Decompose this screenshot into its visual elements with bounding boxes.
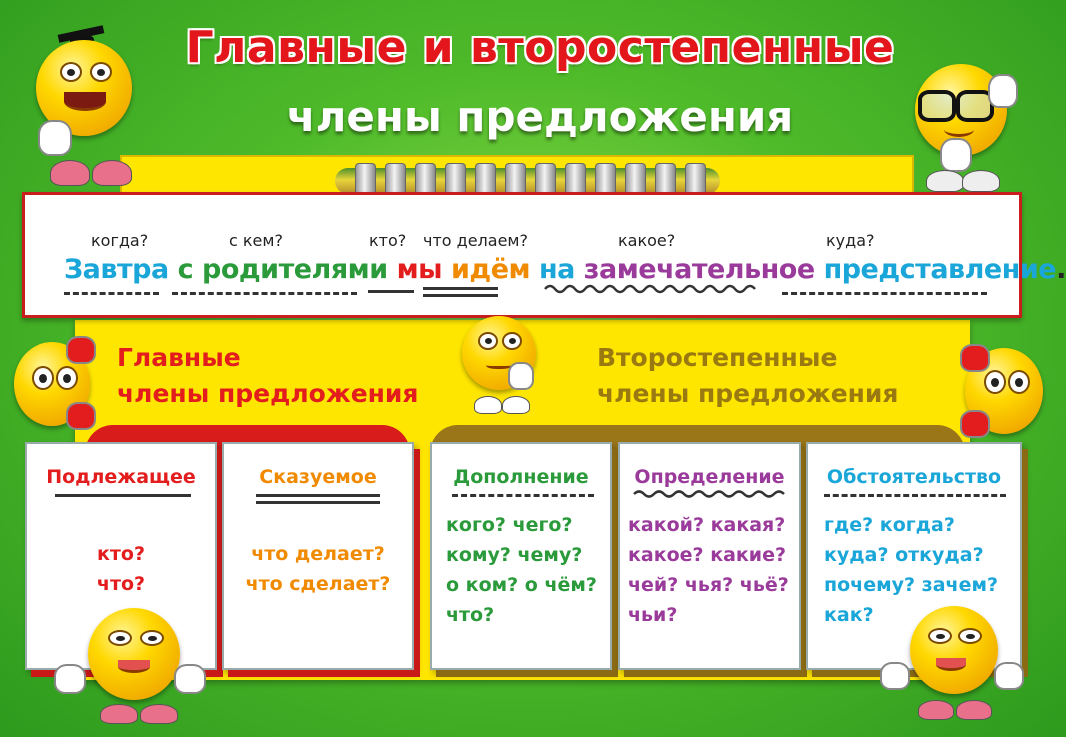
adverbial-underline	[782, 292, 987, 295]
sentence-word: идём	[450, 254, 531, 285]
card-questions: кого? чего? кому? чему? о ком? о чём? что?	[446, 514, 597, 626]
card-title: Сказуемое	[259, 466, 377, 488]
card-predicate	[222, 442, 414, 670]
secondary-members-title: Второстепенные члены предложения	[597, 343, 899, 408]
sentence-word: замечательное	[583, 254, 815, 285]
sentence-word: на	[539, 254, 575, 285]
attribute-wavy-underline	[545, 282, 760, 296]
main-members-title: Главные члены предложения	[117, 343, 419, 408]
sentence-word: с родителями	[177, 254, 388, 285]
card-title: Определение	[634, 466, 785, 488]
question-label: когда?	[91, 231, 149, 250]
example-sentence	[64, 254, 1066, 285]
object-underline	[172, 292, 357, 295]
card-questions: где? когда? куда? откуда? почему? зачем? как?	[824, 514, 999, 626]
card-title: Обстоятельство	[826, 466, 1002, 488]
predicate-underline	[423, 287, 498, 297]
sentence-word: мы	[396, 254, 443, 285]
poster-title: Главные и второстепенные	[185, 22, 895, 73]
question-label: что делаем?	[423, 231, 528, 250]
subject-underline	[368, 290, 414, 293]
sentence-word: представление	[823, 254, 1057, 285]
card-questions: что делает? что сделает?	[245, 543, 391, 595]
poster-subtitle: члены предложения	[286, 92, 794, 141]
attribute-wavy-underline	[634, 488, 790, 500]
sentence-word: .	[1056, 254, 1066, 285]
question-label: с кем?	[229, 231, 283, 250]
card-questions: какой? какая? какое? какие? чей? чья? чьё? чьи?	[628, 514, 789, 626]
card-questions: кто? что?	[96, 543, 146, 595]
card-title: Дополнение	[453, 466, 589, 488]
card-attribute	[618, 442, 801, 670]
adverbial-underline	[824, 494, 1006, 497]
sentence-word: Завтра	[64, 254, 169, 285]
question-label: кто?	[369, 231, 407, 250]
subject-underline	[55, 494, 191, 497]
card-object	[430, 442, 612, 670]
object-underline	[452, 494, 594, 497]
adverbial-underline	[64, 292, 159, 295]
card-title: Подлежащее	[46, 466, 196, 488]
predicate-underline	[256, 494, 380, 504]
question-label: какое?	[618, 231, 676, 250]
glasses-icon	[918, 90, 956, 122]
question-label: куда?	[826, 231, 875, 250]
